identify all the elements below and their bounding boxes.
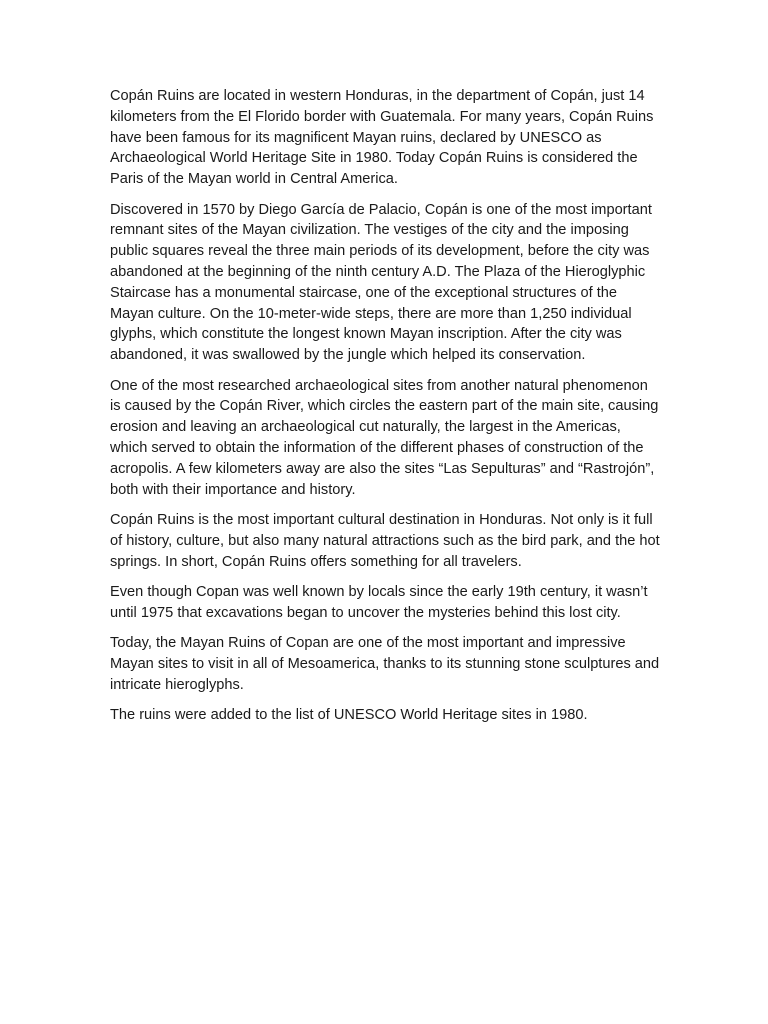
paragraph-unesco: The ruins were added to the list of UNESCO World Heritage sites in 1980. (110, 707, 588, 724)
paragraph-today: Today, the Mayan Ruins of Copan are one of the most important and impressive Mayan sites to visit in all of Mesoamerica, thanks to its stunning stone sculptures and intricate hieroglyphs. (110, 635, 660, 693)
paragraph-cultural-destination: Copán Ruins is the most important cultural destination in Honduras. Not only is it full of history, culture, but also many natural attractions such as the bird park, and the hot springs. In short, Copán Ruins offers something for all travelers. (110, 511, 660, 570)
paragraph-excavations: Even though Copan was well known by locals since the early 19th century, it wasn’t until 1975 that excavations began to uncover the mysteries behind this lost city. (110, 583, 648, 621)
paragraph-intro: Copán Ruins are located in western Honduras, in the department of Copán, just 14 kilometers from the El Florido border with Guatemala. For many years, Copán Ruins have been famous for its magnificent Mayan ruins, declared by UNESCO as Archaeological World Heritage Site in 1980. Today Copán Ruins is considered the Paris of the Mayan world in Central America. (110, 88, 654, 188)
document-body (110, 86, 662, 735)
paragraph-discovery: Discovered in 1570 by Diego García de Palacio, Copán is one of the most important remnant sites of the Mayan civilization. The vestiges of the city and the imposing public squares reveal the three main periods of its development, before the city was abandoned at the beginning of the ninth century A.D. The Plaza of the Hieroglyphic Staircase has a monumental staircase, one of the exceptional structures of the Mayan culture. On the 10-meter-wide steps, there are more than 1,250 individual glyphs, which constitute the longest known Mayan inscription. After the city was abandoned, it was swallowed by the jungle which helped its conservation. (110, 201, 652, 364)
paragraph-copan-river: One of the most researched archaeological sites from another natural phenomenon is caused by the Copán River, which circles the eastern part of the main site, causing erosion and leaving an archaeological cut naturally, the largest in the Americas, which served to obtain the information of the different phases of construction of the acropolis. A few kilometers away are also the sites “Las Sepulturas” and “Rastrojón”, both with their importance and history. (110, 377, 659, 498)
